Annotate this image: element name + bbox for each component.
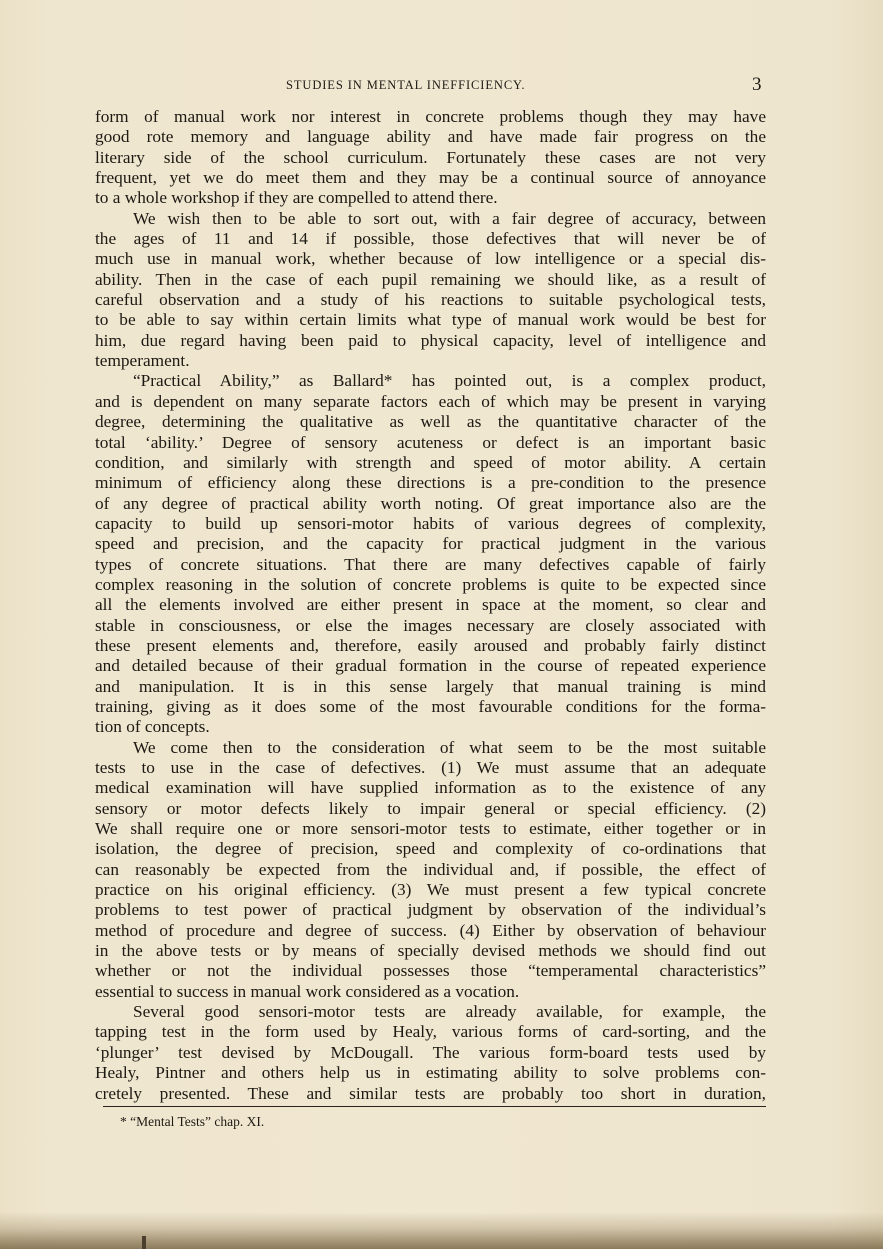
text-line: sensory or motor defects likely to impair general or special efficiency. (2): [95, 798, 766, 818]
text-line: of any degree of practical ability worth noting. Of great importance also are the: [95, 493, 766, 513]
text-line: tion of concepts.: [95, 717, 210, 737]
text-line: minimum of efficiency along these directions is a pre-condition to the presence: [95, 473, 766, 493]
page-number: 3: [752, 74, 762, 95]
text-line: form of manual work nor interest in concrete problems though they may have: [95, 107, 766, 126]
text-line: tests to use in the case of defectives. (1) We must assume that an adequate: [95, 758, 766, 777]
text-line: complex reasoning in the solution of concrete problems is quite to be expected since: [95, 574, 766, 594]
text-line: frequent, yet we do meet them and they may be a continual source of annoyance: [95, 168, 766, 188]
text-line: “Practical Ability,” as Ballard* has pointed out, is a complex product,: [133, 371, 766, 391]
text-line: tapping test in the form used by Healy, various forms of card-sorting, and the: [95, 1022, 766, 1042]
binding-mark: [142, 1236, 146, 1249]
text-line: practice on his original efficiency. (3) We must present a few typical concrete: [95, 880, 766, 900]
text-line: ability. Then in the case of each pupil remaining we should like, as a result of: [95, 269, 766, 289]
text-line: speed and precision, and the capacity for practical judgment in the various: [95, 534, 766, 554]
text-line: total ‘ability.’ Degree of sensory acuteness or defect is an important basic: [95, 432, 766, 452]
text-line: careful observation and a study of his reactions to suitable psychological tests,: [95, 290, 766, 310]
text-line: condition, and similarly with strength and speed of motor ability. A certain: [95, 452, 766, 472]
text-line: training, giving as it does some of the most favourable conditions for the forma-: [95, 696, 766, 716]
text-line: We come then to the consideration of what seem to be the most suitable: [133, 737, 766, 757]
text-line: these present elements and, therefore, easily aroused and probably fairly distinct: [95, 635, 766, 655]
text-line: to a whole workshop if they are compelled to attend there.: [95, 188, 498, 208]
text-line: stable in consciousness, or else the images necessary are closely associated with: [95, 615, 766, 635]
text-line: We wish then to be able to sort out, with a fair degree of accuracy, between: [133, 208, 766, 228]
text-line: types of concrete situations. That there are many defectives capable of fairly: [95, 554, 766, 574]
footnote: * “Mental Tests” chap. XI.: [120, 1114, 265, 1129]
text-line: all the elements involved are either present in space at the moment, so clear and: [95, 595, 766, 615]
text-line: him, due regard having been paid to physical capacity, level of intelligence and: [95, 330, 766, 350]
text-line: literary side of the school curriculum. Fortunately these cases are not very: [95, 147, 766, 167]
running-head: [0, 76, 883, 96]
running-title: STUDIES IN MENTAL INEFFICIENCY.: [286, 78, 526, 92]
text-line: isolation, the degree of precision, speed and complexity of co-ordinations that: [95, 839, 766, 859]
text-line: medical examination will have supplied information as to the existence of any: [95, 778, 766, 798]
text-line: method of procedure and degree of success. (4) Either by observation of behaviour: [95, 920, 766, 940]
body-text: [95, 107, 766, 1104]
text-line: good rote memory and language ability and have made fair progress on the: [95, 127, 766, 147]
text-line: cretely presented. These and similar tests are probably too short in duration,: [95, 1083, 766, 1103]
text-line: temperament.: [95, 351, 190, 371]
footnote-divider: [103, 1106, 766, 1107]
text-line: Several good sensori-motor tests are already available, for example, the: [133, 1002, 766, 1022]
text-line: Healy, Pintner and others help us in estimating ability to solve problems con-: [95, 1063, 766, 1083]
text-line: much use in manual work, whether because of low intelligence or a special dis-: [95, 249, 766, 269]
text-line: and detailed because of their gradual formation in the course of repeated experience: [95, 656, 766, 676]
text-line: degree, determining the qualitative as well as the quantitative character of the: [95, 412, 766, 432]
text-line: whether or not the individual possesses those “temperamental characteristics”: [95, 961, 766, 981]
text-line: the ages of 11 and 14 if possible, those defectives that will never be of: [95, 229, 766, 249]
text-line: and is dependent on many separate factors each of which may be present in varying: [95, 391, 766, 411]
text-line: to be able to say within certain limits what type of manual work would be best for: [95, 310, 766, 330]
text-line: essential to success in manual work considered as a vocation.: [95, 981, 520, 1001]
text-line: and manipulation. It is in this sense largely that manual training is mind: [95, 676, 766, 696]
page-bottom-edge: [0, 1212, 883, 1249]
text-line: problems to test power of practical judgment by observation of the individual’s: [95, 900, 766, 920]
text-line: ‘plunger’ test devised by McDougall. The various form-board tests used by: [95, 1042, 766, 1062]
text-line: We shall require one or more sensori-motor tests to estimate, either together or in: [95, 819, 766, 839]
text-line: can reasonably be expected from the individual and, if possible, the effect of: [95, 859, 766, 879]
text-line: in the above tests or by means of specially devised methods we should find out: [95, 941, 766, 961]
text-line: capacity to build up sensori-motor habits of various degrees of complexity,: [95, 513, 766, 533]
